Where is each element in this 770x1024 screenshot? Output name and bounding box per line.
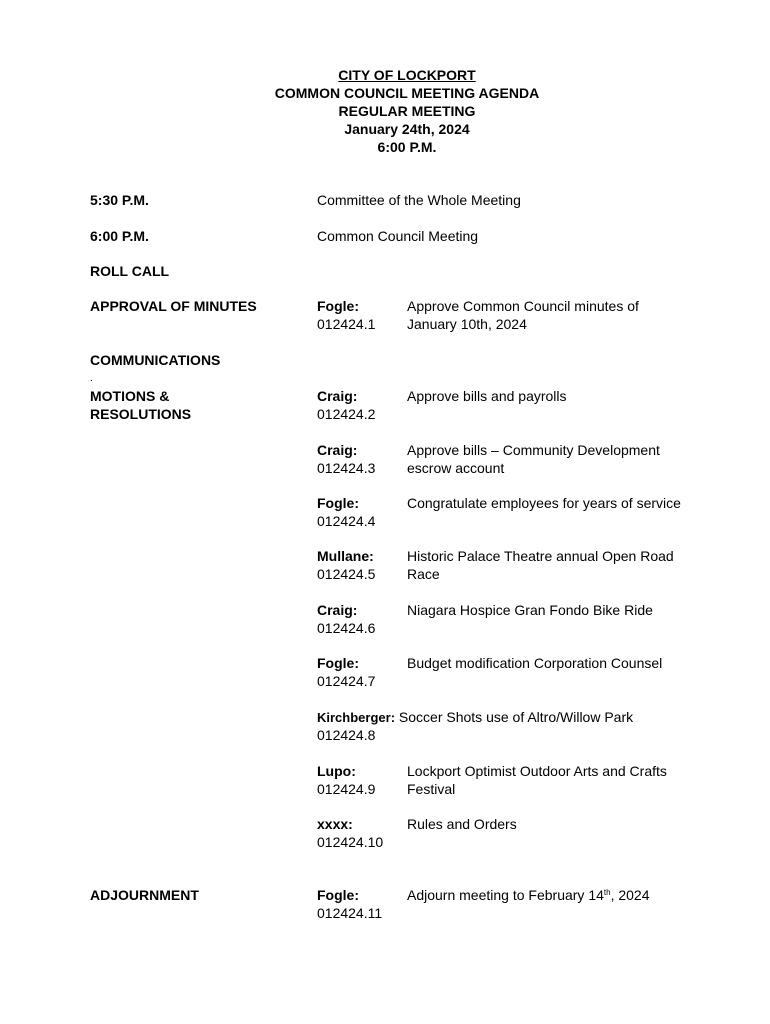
resolution-description: Niagara Hospice Gran Fondo Bike Ride (407, 602, 653, 618)
resolution-description: Congratulate employees for years of service (407, 495, 681, 511)
city-name: CITY OF LOCKPORT (338, 67, 476, 83)
resolution-number: 012424.6 (317, 620, 376, 636)
resolution-description: Lockport Optimist Outdoor Arts and Crafts (407, 763, 667, 779)
approval-minutes-heading: APPROVAL OF MINUTES (90, 298, 257, 314)
resolution-description: Approve bills and payrolls (407, 388, 567, 404)
resolution-description: January 10th, 2024 (407, 316, 527, 332)
resolution-number: 012424.8 (317, 727, 376, 743)
sponsor: Fogle: (317, 655, 359, 671)
sponsor: Craig: (317, 442, 358, 458)
resolution-number: 012424.2 (317, 406, 376, 422)
sponsor: Fogle: (317, 298, 359, 314)
sponsor: Fogle: (317, 495, 359, 511)
schedule-time: 6:00 P.M. (90, 228, 149, 244)
schedule-time: 5:30 P.M. (90, 192, 149, 208)
agenda-title: COMMON COUNCIL MEETING AGENDA (274, 85, 540, 101)
communications-heading: COMMUNICATIONS (90, 352, 221, 368)
adjourn-year: , 2024 (610, 887, 650, 903)
kirchberger-row (317, 708, 633, 727)
schedule-event: Committee of the Whole Meeting (317, 192, 521, 208)
resolution-number: 012424.7 (317, 673, 376, 689)
resolution-description: Historic Palace Theatre annual Open Road (407, 548, 674, 564)
meeting-date: January 24th, 2024 (344, 121, 470, 137)
resolution-description: Rules and Orders (407, 816, 517, 832)
resolution-description (407, 886, 650, 904)
sponsor: Craig: (317, 602, 358, 618)
motions-heading: RESOLUTIONS (90, 406, 192, 422)
resolution-description: Race (407, 566, 440, 582)
communications-dot: . (90, 373, 93, 384)
sponsor: Craig: (317, 388, 358, 404)
adjourn-text: Adjourn meeting to February 14 (407, 887, 604, 903)
motions-heading: MOTIONS & (90, 388, 170, 404)
sponsor: Mullane: (317, 548, 374, 564)
resolution-description: escrow account (407, 460, 505, 476)
resolution-number: 012424.10 (317, 834, 384, 850)
resolution-number: 012424.4 (317, 513, 376, 529)
sponsor: Kirchberger: (317, 710, 396, 725)
resolution-description: Approve Common Council minutes of (407, 298, 639, 314)
ordinal-suffix: th (603, 888, 611, 897)
resolution-description: Budget modification Corporation Counsel (407, 655, 663, 671)
resolution-number: 012424.3 (317, 460, 376, 476)
resolution-description: Soccer Shots use of Altro/Willow Park (398, 709, 634, 725)
adjournment-heading: ADJOURNMENT (90, 887, 199, 903)
resolution-number: 012424.5 (317, 566, 376, 582)
meeting-type: REGULAR MEETING (338, 103, 476, 119)
resolution-description: Festival (407, 781, 456, 797)
schedule-event: Common Council Meeting (317, 228, 479, 244)
resolution-number: 012424.9 (317, 781, 376, 797)
resolution-number: 012424.11 (317, 905, 383, 921)
sponsor: xxxx: (317, 816, 353, 832)
agenda-header (0, 66, 770, 156)
meeting-time: 6:00 P.M. (377, 139, 437, 155)
resolution-description: Approve bills – Community Development (407, 442, 660, 458)
resolution-number: 012424.1 (317, 316, 376, 332)
roll-call-heading: ROLL CALL (90, 263, 170, 279)
sponsor: Lupo: (317, 763, 356, 779)
sponsor: Fogle: (317, 887, 359, 903)
